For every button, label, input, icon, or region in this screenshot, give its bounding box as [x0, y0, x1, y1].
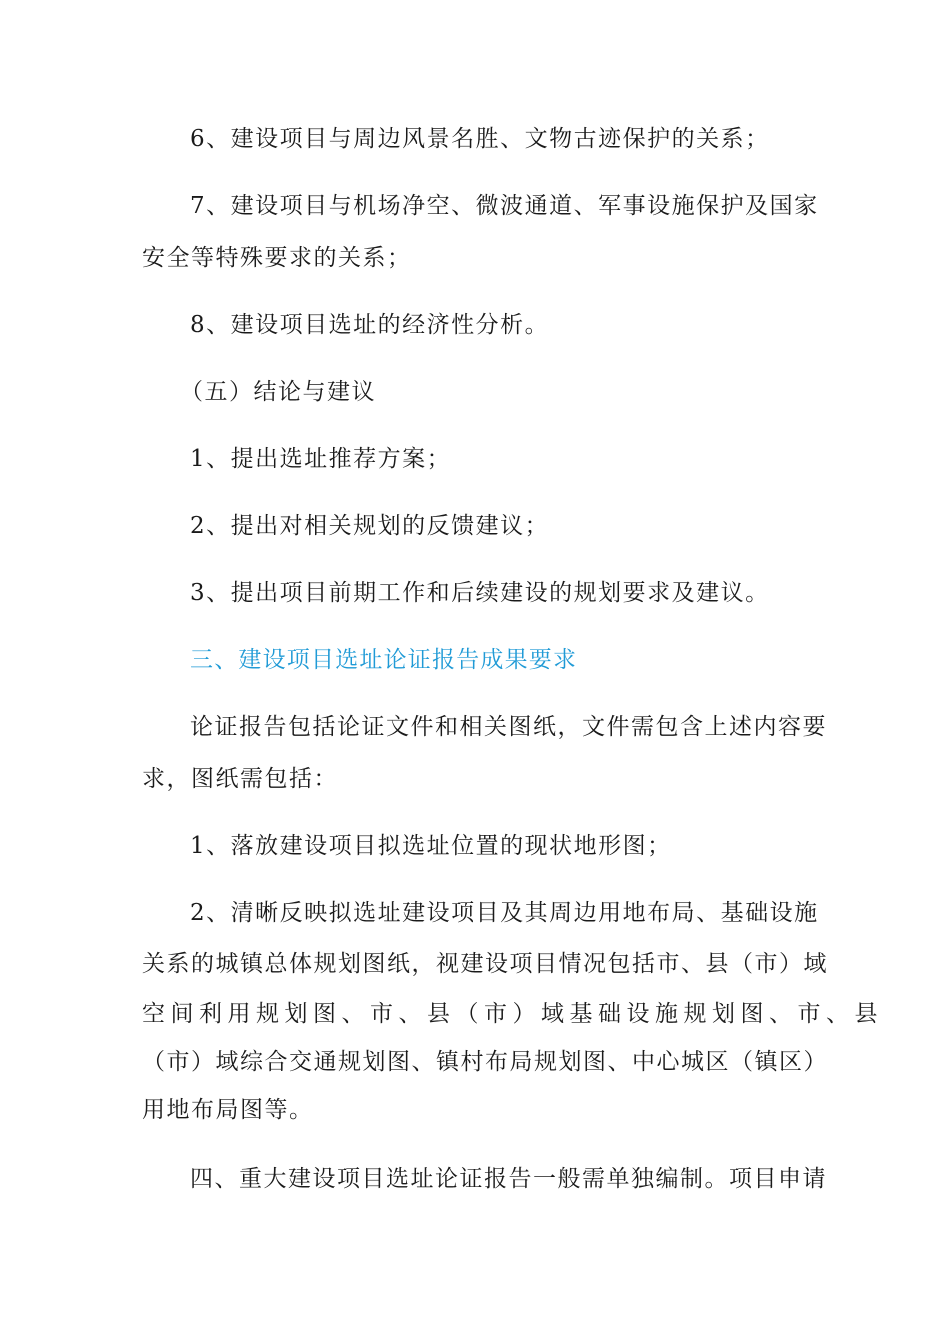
paragraph-line-1: 论证报告包括论证文件和相关图纸，文件需包含上述内容要 [190, 714, 827, 740]
list-item-8: 8、建设项目选址的经济性分析。 [190, 312, 550, 338]
section-3-item-2-line-4: （市）域综合交通规划图、镇村布局规划图、中心城区（镇区） [142, 1049, 828, 1075]
list-item-7-line-1: 7、建设项目与机场净空、微波通道、军事设施保护及国家 [190, 193, 819, 219]
section-5-heading: （五）结论与建议 [180, 379, 376, 405]
section-3-item-2-line-5: 用地布局图等。 [142, 1097, 314, 1123]
section-5-item-3: 3、提出项目前期工作和后续建设的规划要求及建议。 [190, 580, 770, 606]
list-item-7-line-2: 安全等特殊要求的关系； [142, 245, 412, 271]
section-3-item-2-line-3: 空间利用规划图、市、县（市）域基础设施规划图、市、县 [142, 1001, 883, 1027]
section-3-item-2-line-1: 2、清晰反映拟选址建设项目及其周边用地布局、基础设施 [190, 900, 819, 926]
paragraph-line-2: 求，图纸需包括： [142, 766, 338, 792]
section-3-item-2-line-2: 关系的城镇总体规划图纸，视建设项目情况包括市、县（市）域 [142, 951, 828, 977]
section-5-item-2: 2、提出对相关规划的反馈建议； [190, 513, 550, 539]
section-3-item-1: 1、落放建设项目拟选址位置的现状地形图； [190, 833, 672, 859]
list-item-6: 6、建设项目与周边风景名胜、文物古迹保护的关系； [190, 126, 770, 152]
section-4-line-1: 四、重大建设项目选址论证报告一般需单独编制。项目申请 [190, 1166, 827, 1192]
section-5-item-1: 1、提出选址推荐方案； [190, 446, 452, 472]
section-3-heading: 三、建设项目选址论证报告成果要求 [190, 647, 578, 673]
